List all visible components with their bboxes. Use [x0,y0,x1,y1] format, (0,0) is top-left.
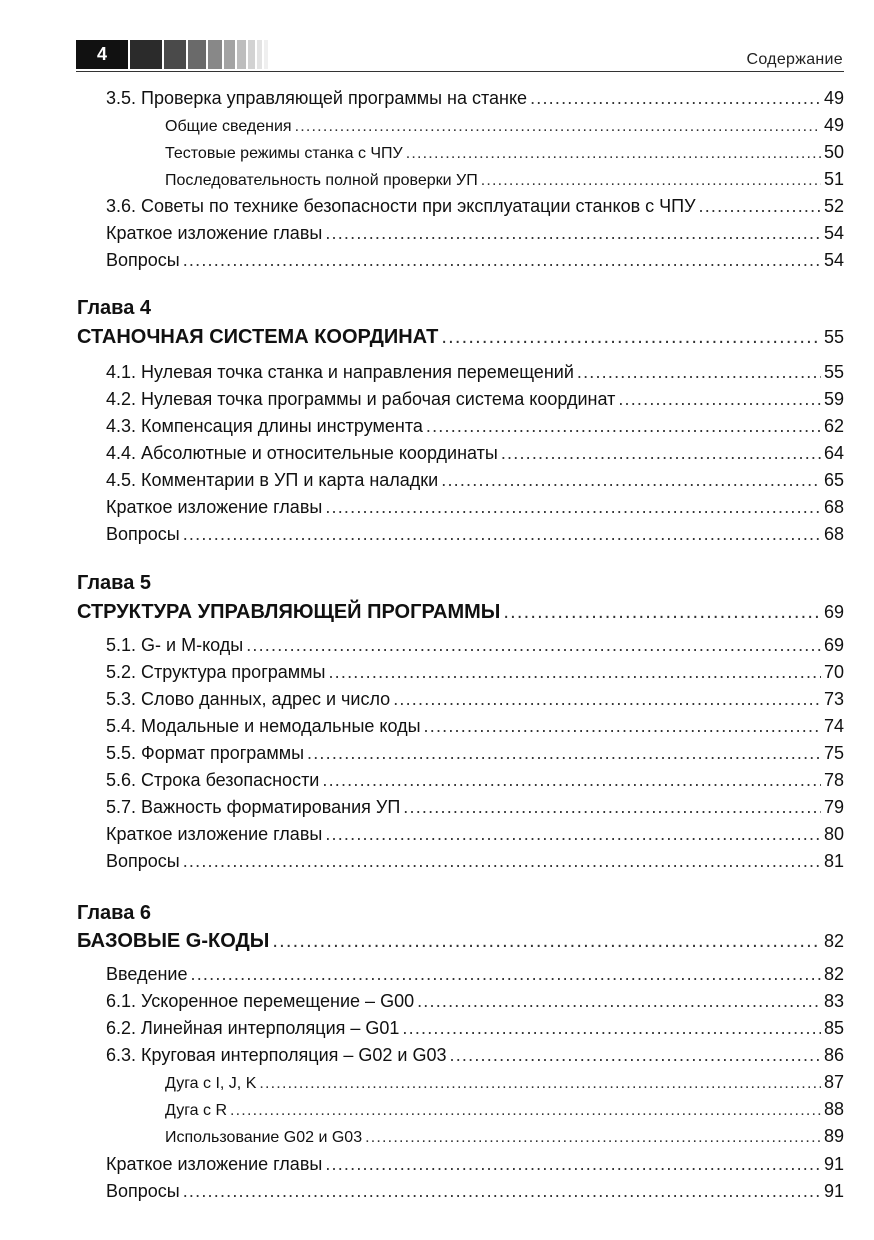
toc-entry[interactable] [106,1045,844,1066]
toc-entry-page: 91 [823,1181,844,1201]
toc-entry-title: Краткое изложение главы [106,1154,323,1174]
toc-entry[interactable] [106,1154,844,1175]
toc-entry-page: 75 [823,743,844,763]
toc-entry[interactable] [165,115,844,136]
leader-dots [183,524,821,545]
toc-entry-page: 87 [823,1072,844,1092]
leader-dots [295,118,821,136]
toc-entry-page: 89 [823,1126,844,1146]
chapter-title-entry[interactable] [77,930,844,953]
leader-dots [307,743,821,764]
toc-entry[interactable] [165,142,844,163]
toc-entry-title: 4.4. Абсолютные и относительные координаты [106,443,498,463]
leader-dots [183,851,821,872]
toc-entry-page: 82 [823,964,844,984]
toc-entry-page: 55 [823,362,844,382]
toc-entry[interactable] [106,250,844,271]
chapter-title: БАЗОВЫЕ G-КОДЫ [77,930,270,952]
toc-entry-page: 51 [823,169,844,189]
leader-dots [325,1154,821,1175]
toc-entry-title: Тестовые режимы станка с ЧПУ [165,145,403,162]
chapter-page: 55 [823,327,844,347]
toc-entry-page: 74 [823,716,844,736]
toc-entry[interactable] [106,991,844,1012]
leader-dots [417,991,821,1012]
leader-dots [501,443,821,464]
toc-entry[interactable] [106,470,844,491]
page-header [0,0,874,80]
toc-entry[interactable] [106,416,844,437]
toc-entry[interactable] [106,1181,844,1202]
leader-dots [424,716,821,737]
leader-dots [322,770,821,791]
header-section-title: Содержание [746,51,843,68]
toc-entry-page: 68 [823,497,844,517]
toc-entry-title: 3.6. Советы по технике безопасности при эксплуатации станков с ЧПУ [106,196,696,216]
toc-entry[interactable] [106,223,844,244]
toc-entry-title: 6.1. Ускоренное перемещение – G00 [106,991,415,1011]
leader-dots [325,824,821,845]
leader-dots [325,223,821,244]
toc-entry[interactable] [106,964,844,985]
toc-entry-title: 5.1. G- и M-коды [106,635,244,655]
chapter-title: СТАНОЧНАЯ СИСТЕМА КООРДИНАТ [77,326,439,348]
leader-dots [426,416,821,437]
toc-entry-page: 69 [823,635,844,655]
toc-entry-page: 85 [823,1018,844,1038]
toc-entry-title: 5.2. Структура программы [106,662,326,682]
leader-dots [183,1181,821,1202]
toc-entry-title: 6.2. Линейная интерполяция – G01 [106,1018,400,1038]
toc-entry-page: 68 [823,524,844,544]
toc-entry[interactable] [106,716,844,737]
leader-dots [406,145,821,163]
toc-entry-title: Вопросы [106,524,180,544]
toc-entry-page: 54 [823,250,844,270]
toc-entry-title: Вопросы [106,1181,180,1201]
chapter-label: Глава 4 [77,297,152,319]
toc-entry-title: 4.2. Нулевая точка программы и рабочая система координат [106,389,616,409]
toc-entry-page: 49 [823,115,844,135]
toc-entry-title: Краткое изложение главы [106,497,323,517]
page-number: 4 [76,40,128,69]
toc-entry-title: 4.1. Нулевая точка станка и направления перемещений [106,362,574,382]
toc-entry-page: 62 [823,416,844,436]
toc-entry[interactable] [165,169,844,190]
leader-dots [259,1075,821,1093]
toc-entry-page: 54 [823,223,844,243]
toc-entry[interactable] [106,1018,844,1039]
toc-entry-title: 5.7. Важность форматирования УП [106,797,401,817]
leader-dots [577,362,821,383]
header-rule [76,71,844,72]
leader-dots [618,389,821,410]
toc-entry[interactable] [106,88,844,109]
toc-entry-page: 59 [823,389,844,409]
toc-entry-title: Вопросы [106,250,180,270]
toc-entry-title: Краткое изложение главы [106,824,323,844]
toc-entry[interactable] [106,362,844,383]
leader-dots [503,601,821,624]
toc-entry-page: 81 [823,851,844,871]
toc-entry-page: 78 [823,770,844,790]
toc-entry-title: 5.4. Модальные и немодальные коды [106,716,421,736]
toc-entry[interactable] [106,389,844,410]
toc-entry-page: 64 [823,443,844,463]
toc-entry-title: 6.3. Круговая интерполяция – G02 и G03 [106,1045,447,1065]
toc-entry-title: 5.3. Слово данных, адрес и число [106,689,391,709]
leader-dots [191,964,821,985]
toc-entry[interactable] [106,770,844,791]
toc-entry[interactable] [106,524,844,545]
toc-entry-title: Использование G02 и G03 [165,1129,363,1146]
toc-entry[interactable] [106,824,844,845]
toc-entry-title: Общие сведения [165,118,292,135]
gradient-bar [130,40,270,69]
toc-entry[interactable] [106,497,844,518]
toc-entry[interactable] [165,1072,844,1093]
leader-dots [328,662,821,683]
toc-entry-title: 4.3. Компенсация длины инструмента [106,416,423,436]
leader-dots [183,250,821,271]
toc-entry[interactable] [106,635,844,656]
toc-entry-page: 50 [823,142,844,162]
leader-dots [441,470,821,491]
chapter-label: Глава 6 [77,902,152,924]
leader-dots [699,196,821,217]
toc-entry-title: Дуга с R [165,1102,228,1119]
leader-dots [450,1045,821,1066]
leader-dots [441,326,821,349]
toc-entry-page: 49 [823,88,844,108]
toc-entry[interactable] [165,1099,844,1120]
toc-entry[interactable] [106,797,844,818]
toc-entry-page: 88 [823,1099,844,1119]
leader-dots [325,497,821,518]
leader-dots [365,1129,821,1147]
toc-entry[interactable] [106,662,844,683]
toc-entry-title: Последовательность полной проверки УП [165,172,478,189]
toc-entry-page: 80 [823,824,844,844]
chapter-title: СТРУКТУРА УПРАВЛЯЮЩЕЙ ПРОГРАММЫ [77,601,501,623]
toc-entry-title: 5.5. Формат программы [106,743,305,763]
leader-dots [230,1102,821,1120]
toc-entry[interactable] [106,851,844,872]
toc-entry-title: 3.5. Проверка управляющей программы на станке [106,88,528,108]
toc-entry-title: 5.6. Строка безопасности [106,770,320,790]
chapter-title-entry[interactable] [77,326,844,349]
toc-entry-page: 73 [823,689,844,709]
leader-dots [530,88,821,109]
leader-dots [402,1018,821,1039]
toc-entry[interactable] [106,689,844,710]
toc-entry-page: 83 [823,991,844,1011]
toc-entry-title: Вопросы [106,851,180,871]
leader-dots [403,797,821,818]
chapter-page: 82 [823,931,844,951]
toc-entry-title: Краткое изложение главы [106,223,323,243]
toc-entry-page: 70 [823,662,844,682]
toc-entry[interactable] [106,196,844,217]
leader-dots [272,930,821,953]
toc-entry-page: 79 [823,797,844,817]
chapter-page: 69 [823,602,844,622]
toc-entry-title: 4.5. Комментарии в УП и карта наладки [106,470,439,490]
toc-entry-title: Дуга с I, J, K [165,1075,257,1092]
toc-entry[interactable] [106,743,844,764]
toc-entry-page: 91 [823,1154,844,1174]
leader-dots [481,172,821,190]
toc-entry-page: 86 [823,1045,844,1065]
chapter-label: Глава 5 [77,572,152,594]
toc-entry[interactable] [106,443,844,464]
gradient-bar-graphic [130,40,270,69]
toc-entry-page: 65 [823,470,844,490]
leader-dots [393,689,821,710]
toc-entry-page: 52 [823,196,844,216]
toc-entry[interactable] [165,1126,844,1147]
leader-dots [246,635,821,656]
toc-entry-title: Введение [106,964,188,984]
chapter-title-entry[interactable] [77,601,844,624]
